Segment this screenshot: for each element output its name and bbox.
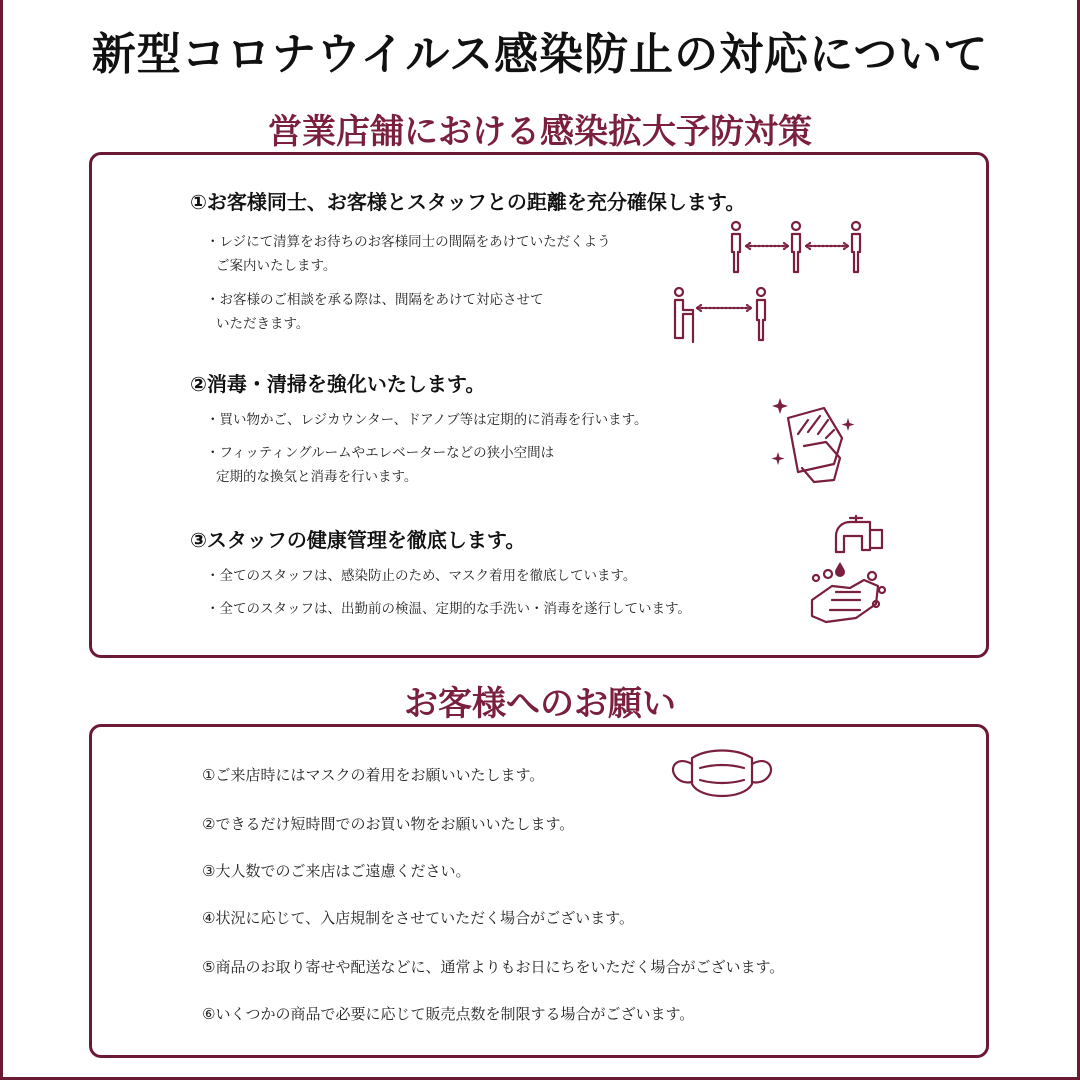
measure-2-title: ②消毒・清掃を強化いたします。	[190, 372, 486, 396]
queue-distance-icon	[720, 216, 870, 282]
request-item-5: ⑤商品のお取り寄せや配送などに、通常よりもお日にちをいただく場合がございます。	[202, 958, 785, 976]
bullet-line: ・買い物かご、レジカウンター、ドアノブ等は定期的に消毒を行います。	[206, 412, 648, 428]
measure-3-bullet-1	[206, 564, 636, 588]
page-title: 新型コロナウイルス感染防止の対応について	[91, 29, 989, 80]
bullet-line: ・全てのスタッフは、感染防止のため、マスク着用を徹底しています。	[206, 568, 637, 584]
measure-1-title: ①お客様同士、お客様とスタッフとの距離を充分確保します。	[190, 190, 746, 214]
request-item-6: ⑥いくつかの商品で必要に応じて販売点数を制限する場合がございます。	[202, 1005, 695, 1023]
handwashing-icon	[806, 514, 892, 630]
counter-distance-icon	[665, 284, 775, 346]
bullet-line: ・レジにて清算をお待ちのお客様同士の間隔をあけていただくよう	[206, 234, 611, 250]
section-heading-prevention: 営業店舗における感染拡大予防対策	[268, 112, 812, 152]
request-item-1: ①ご来店時にはマスクの着用をお願いいたします。	[202, 766, 545, 784]
measure-2-bullet-1	[206, 408, 648, 432]
measure-3-bullet-2	[206, 597, 691, 621]
measure-1-bullet-1	[206, 230, 611, 278]
measure-3-title: ③スタッフの健康管理を徹底します。	[190, 528, 526, 552]
bullet-line-continued: ご案内いたします。	[216, 258, 337, 274]
request-item-2: ②できるだけ短時間でのお買い物をお願いいたします。	[202, 815, 575, 833]
section-heading-requests: お客様へのお願い	[404, 684, 676, 724]
request-item-3: ③大人数でのご来店はご遠慮ください。	[202, 862, 471, 880]
bullet-line: ・フィッティングルームやエレベーターなどの狭小空間は	[206, 445, 555, 461]
request-item-4: ④状況に応じて、入店規制をさせていただく場合がございます。	[202, 909, 634, 927]
bullet-line: ・お客様のご相談を承る際は、間隔をあけて対応させて	[206, 292, 544, 308]
measure-1-bullet-2	[206, 288, 544, 336]
measure-2-bullet-2	[206, 441, 554, 489]
wiping-cloth-icon	[768, 394, 862, 488]
bullet-line-continued: 定期的な換気と消毒を行います。	[216, 469, 418, 485]
face-mask-icon	[670, 744, 774, 808]
bullet-line-continued: いただきます。	[216, 316, 310, 332]
bullet-line: ・全てのスタッフは、出勤前の検温、定期的な手洗い・消毒を遂行しています。	[206, 601, 691, 617]
